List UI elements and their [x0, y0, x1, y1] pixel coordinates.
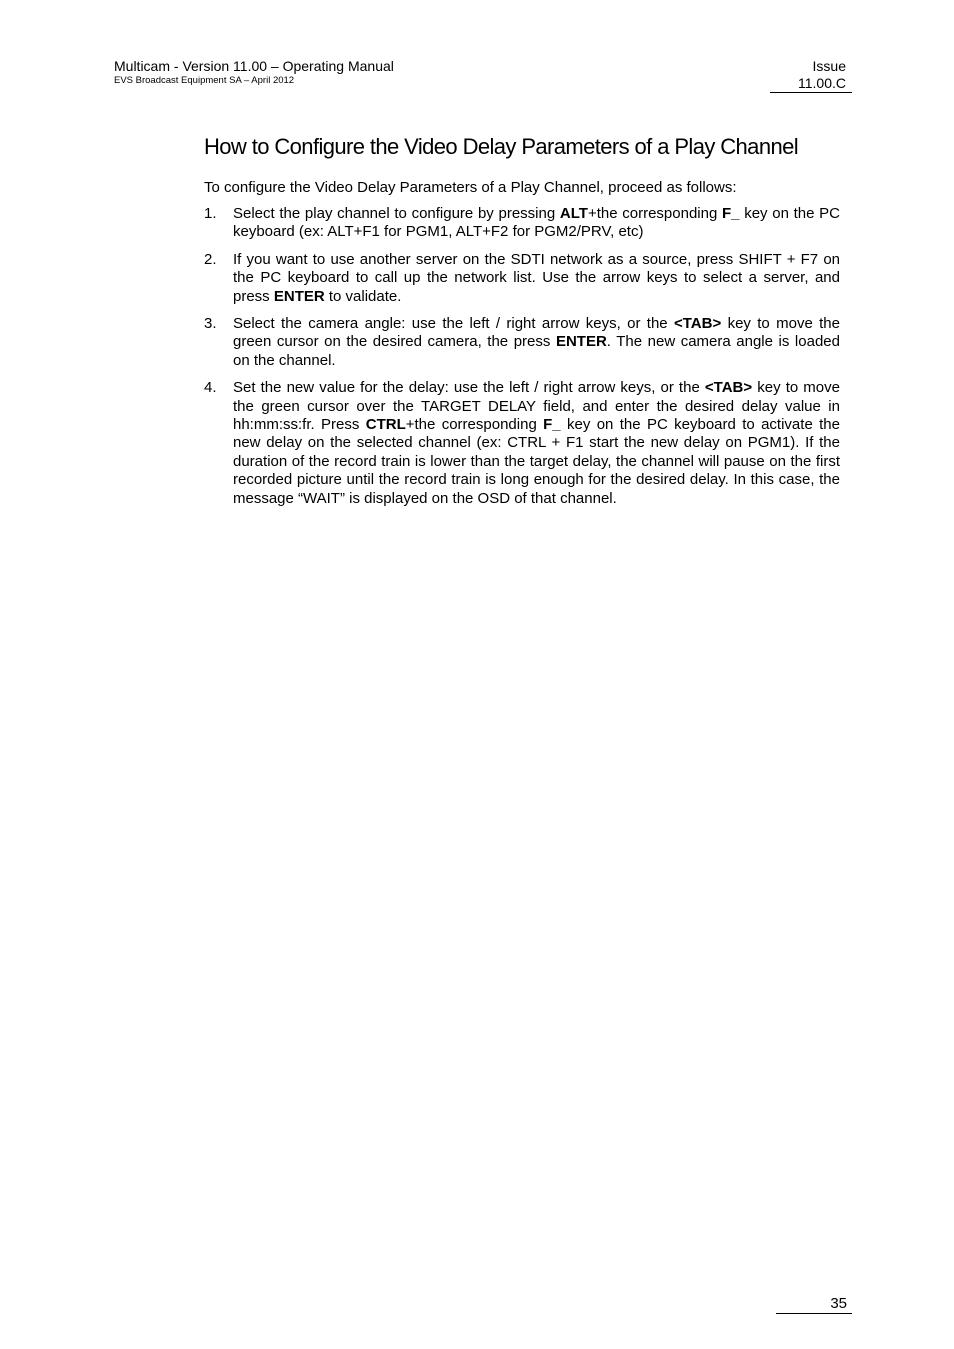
- key-name: ENTER: [273, 287, 325, 305]
- issue-label: Issue: [812, 58, 846, 74]
- step-text: key on the PC keyboard to activate the new delay on the selected channel (ex: CTRL + F1 start the new delay on PGM1). If the duration of the record train is lower than the target delay, the channel will pause on the first recorded picture until the record train is long enough for the desired delay. In this case, the message “WAIT” is displayed on the OSD of that channel.: [233, 416, 840, 507]
- step-text: +the corresponding: [405, 416, 544, 434]
- step-number: 2.: [204, 250, 217, 268]
- key-name: <TAB>: [704, 379, 753, 397]
- issue-value: 11.00.C: [798, 75, 846, 91]
- step-number: 4.: [204, 379, 217, 397]
- step-text: . The new camera angle is loaded on the channel.: [233, 333, 840, 369]
- key-name: <TAB>: [674, 315, 722, 333]
- step-4: [204, 379, 840, 508]
- step-text: key to move the green cursor over the TARGET DELAY field, and enter the desired delay value in hh:mm:ss:fr. Press: [233, 379, 840, 434]
- key-name: ALT: [559, 205, 588, 222]
- step-text: Set the new value for the delay: use the left / right arrow keys, or the: [233, 379, 705, 397]
- step-text: +the corresponding: [587, 205, 722, 222]
- step-text: Select the play channel to configure by pressing: [233, 205, 560, 222]
- step-2: [204, 251, 840, 306]
- step-text: to validate.: [324, 287, 402, 305]
- key-name: ENTER: [555, 333, 607, 351]
- publisher-date: EVS Broadcast Equipment SA – April 2012: [114, 75, 295, 86]
- step-text: key to move the green cursor on the desired camera, the press: [233, 315, 840, 351]
- issue-block: [770, 58, 852, 93]
- key-name: F_: [543, 416, 561, 434]
- intro-paragraph: To configure the Video Delay Parameters of a Play Channel, proceed as follows:: [204, 179, 737, 196]
- step-text: key on the PC keyboard (ex: ALT+F1 for PGM1, ALT+F2 for PGM2/PRV, etc): [233, 205, 840, 241]
- page-footer: [776, 1294, 852, 1314]
- step-1: [204, 205, 840, 242]
- manual-title: Multicam - Version 11.00 – Operating Manual: [114, 58, 394, 74]
- step-text: If you want to use another server on the SDTI network as a source, press SHIFT + F7 on the PC keyboard to call up the network list. Use the arrow keys to select a server, and press: [233, 250, 840, 305]
- step-number: 3.: [204, 315, 217, 333]
- document-header: [114, 58, 394, 87]
- step-number: 1.: [204, 205, 217, 222]
- page-number: 35: [830, 1295, 847, 1312]
- procedure-steps: [204, 205, 840, 517]
- key-name: F_: [722, 205, 740, 222]
- step-3: [204, 315, 840, 370]
- key-name: CTRL: [365, 416, 406, 434]
- step-text: Select the camera angle: use the left / right arrow keys, or the: [233, 315, 674, 333]
- section-heading: How to Configure the Video Delay Parameters of a Play Channel: [204, 134, 799, 159]
